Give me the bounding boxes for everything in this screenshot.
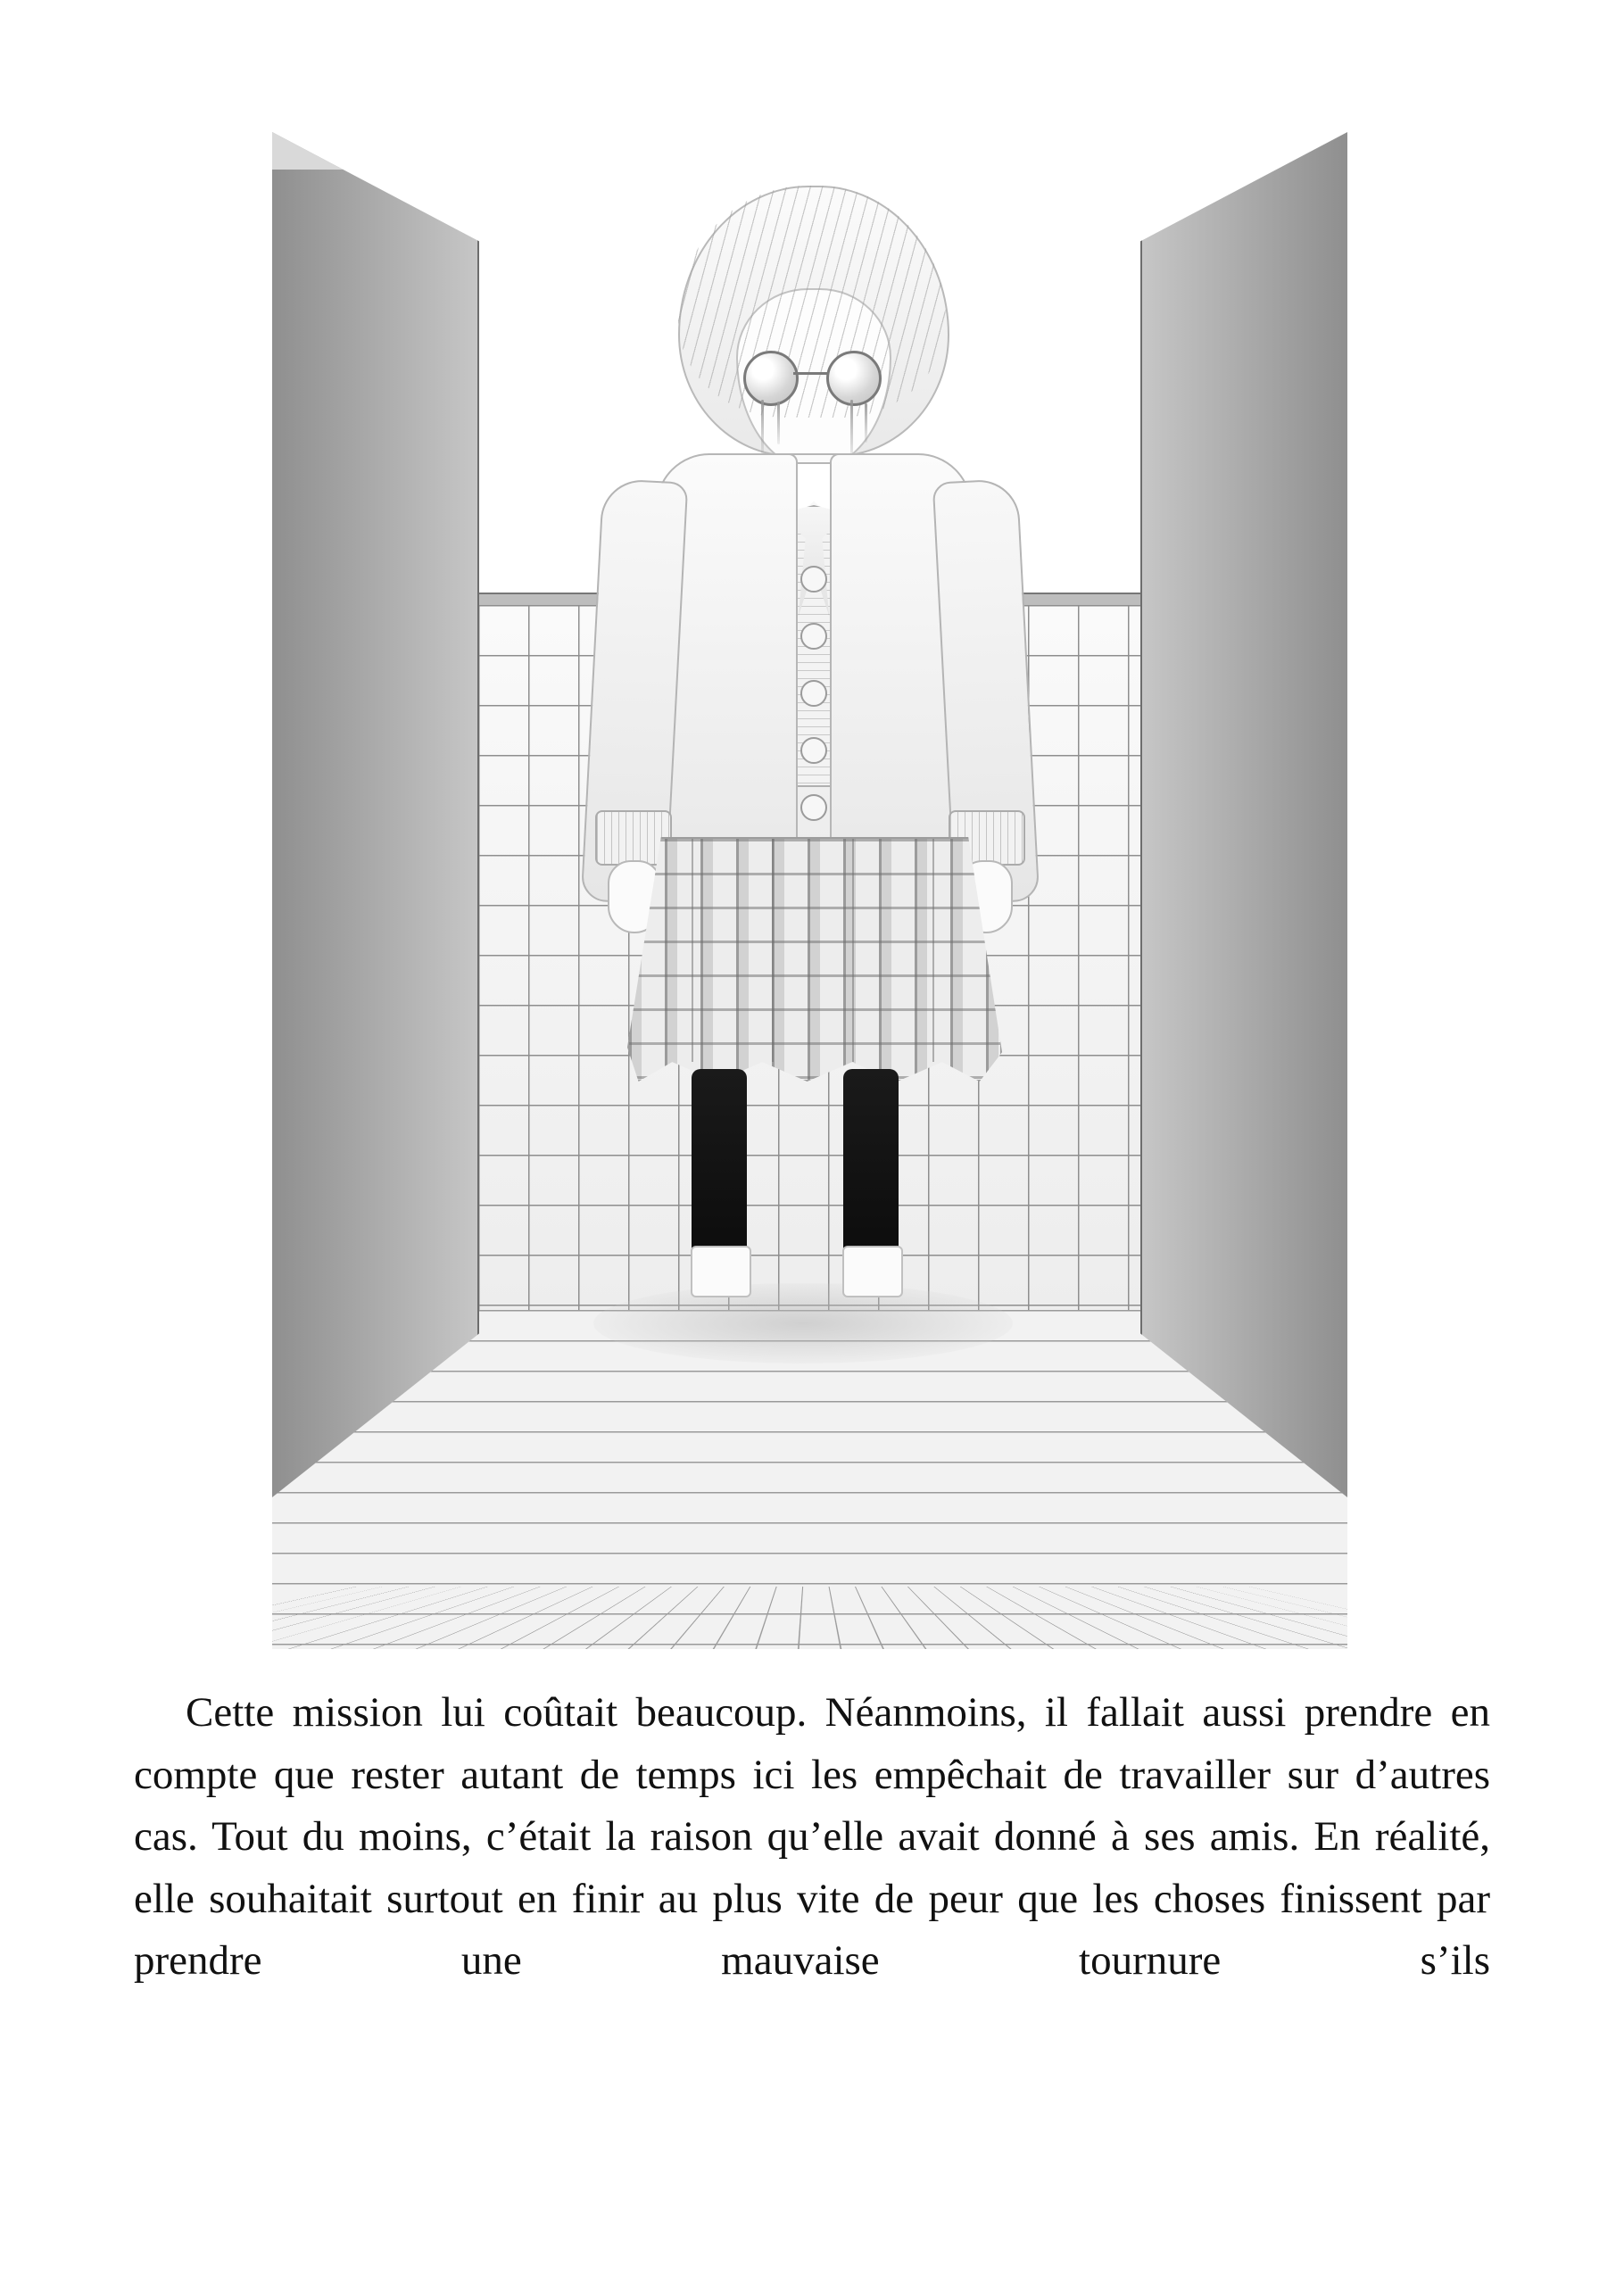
glasses-left-lens xyxy=(743,351,799,406)
cardigan-buttons xyxy=(800,566,824,833)
plaid-skirt xyxy=(627,837,1002,1082)
tear-drop xyxy=(850,400,853,459)
cardigan-button xyxy=(800,794,827,821)
bathroom-stall-scene xyxy=(272,132,1347,1649)
skirt-fold xyxy=(772,839,774,1062)
cardigan-button xyxy=(800,737,827,764)
round-glasses xyxy=(743,351,882,401)
schoolgirl-character xyxy=(272,132,1347,1649)
tear-drop xyxy=(865,403,867,443)
left-sock xyxy=(691,1246,751,1297)
right-sock xyxy=(842,1246,903,1297)
cardigan-button xyxy=(800,623,827,650)
cardigan-button xyxy=(800,566,827,593)
glasses-right-lens xyxy=(826,351,882,406)
skirt-fold xyxy=(692,839,693,1062)
body-paragraph: Cette mission lui coûtait beaucoup. Néanmoins, il fallait aussi prendre en compte que rester autant de temps ici les empêchait de travailler sur d’autres cas. Tout du moins, c’était la raison qu’elle avait donné à ses amis. En réalité, elle souhaitait surtout en finir au plus vite de peur que les choses finissent par prendre une mauvaise tournure s’ils xyxy=(134,1689,1490,1985)
illustration-panel xyxy=(272,132,1347,1649)
skirt-fold xyxy=(852,839,854,1062)
tear-drop xyxy=(777,402,780,444)
cardigan-button xyxy=(800,680,827,707)
tear-drop xyxy=(761,400,764,455)
skirt-fold xyxy=(932,839,934,1062)
body-text-block xyxy=(134,1682,1490,1993)
